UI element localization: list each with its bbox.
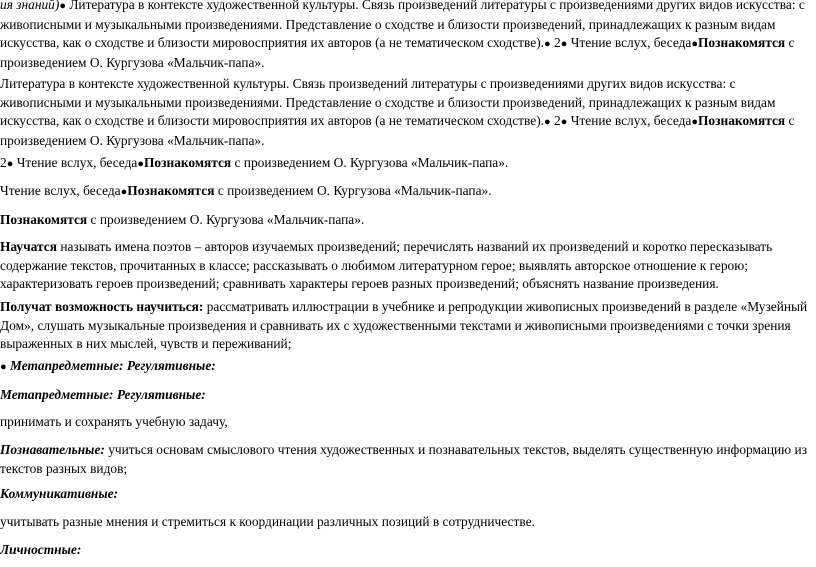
- hours-number: 2: [550, 113, 561, 129]
- activity-text: Чтение вслух, беседа: [567, 113, 692, 129]
- heading-text: Метапредметные: Регулятивные:: [0, 387, 206, 402]
- hours-number: 2: [550, 35, 561, 51]
- paragraph-will-be-able: [0, 298, 810, 354]
- bullet-icon: ●: [6, 158, 14, 170]
- heading-metasubject: [0, 386, 810, 405]
- fragment-lead: ия знаний): [0, 0, 60, 12]
- bullet-icon: ●: [120, 186, 128, 198]
- activity-text: Чтение вслух, беседа: [0, 183, 121, 198]
- paragraph-text: учиться основам смыслового чтения художественных и познавательных текстов, выделять существенную информацию из текстов разных видов;: [0, 442, 807, 476]
- paragraph-text: Литература в контексте художественной культуры. Связь произведений литературы с произведениями других видов искусства: с живописными и музыкальными произведениями. Представление о сходстве и близости произведений, принадлежащих к разным видам искусства, как о сходстве и близости мировосприятия их авторов (а не тематическом сходстве).: [0, 0, 805, 51]
- bullet-icon: ●: [137, 158, 144, 170]
- paragraph-reading: [0, 182, 810, 202]
- heading-communicative: [0, 485, 810, 504]
- bullet-icon: ●: [544, 38, 551, 51]
- paragraph-text: Литература в контексте художественной культуры. Связь произведений литературы с произведениями других видов искусства: с живописными и музыкальными произведениями. Представление о сходстве и близости произведений, принадлежащих к разным видам искусства, как о сходстве и близости мировосприятия их авторов (а не тематическом сходстве).: [0, 76, 776, 129]
- paragraph-text: рассматривать иллюстрации в учебнике и репродукции живописных произведений в разделе «Музейный Дом», слушать музыкальные произведения и сравнивать их с художественными текстами и живописными произведениями с точки зрения выраженных в них мыслей, чувств и переживаний;: [0, 299, 808, 352]
- paragraph-text: с произведением О. Кургузова «Мальчик-папа».: [231, 155, 509, 170]
- paragraph-text: с произведением О. Кургузова «Мальчик-папа».: [0, 113, 795, 148]
- paragraph-text: принимать и сохранять учебную задачу,: [0, 414, 228, 429]
- activity-text: Чтение вслух, беседа: [13, 155, 138, 170]
- keyword-bold: Научатся: [0, 239, 57, 254]
- bullet-icon: ●: [560, 38, 568, 51]
- paragraph-intro-continued: [0, 0, 810, 72]
- paragraph-will-learn: [0, 238, 810, 294]
- bullet-icon: ●: [0, 361, 7, 373]
- paragraph-text: учитывать разные мнения и стремиться к координации различных позиций в сотрудничестве.: [0, 514, 535, 529]
- heading-text: Метапредметные: Регулятивные:: [6, 358, 216, 373]
- keyword-bold: Получат возможность научиться:: [0, 299, 204, 314]
- paragraph-cognitive: [0, 441, 810, 478]
- paragraph-text: с произведением О. Кургузова «Мальчик-папа».: [214, 183, 492, 198]
- label-italic: Познавательные:: [0, 442, 105, 457]
- heading-text: Личностные:: [0, 542, 82, 557]
- bullet-icon: ●: [691, 38, 698, 51]
- keyword-bold: Познакомятся: [143, 155, 232, 170]
- bullet-icon: ●: [691, 116, 698, 129]
- heading-text: Коммуникативные:: [0, 486, 119, 501]
- keyword-bold: Познакомятся: [698, 35, 786, 51]
- keyword-bold: Познакомятся: [0, 212, 88, 227]
- activity-text: Чтение вслух, беседа: [567, 35, 692, 51]
- paragraph-consider-opinions: [0, 513, 810, 532]
- paragraph-text: называть имена поэтов – авторов изучаемых произведений; перечислять названий их произведений и коротко пересказывать содержание текстов, прочитанных в классе; рассказывать о любимом литературном герое; выявлять авторское отношение к герою; характеризовать героев произведений; сравнивать характеры героев разных произведений; объяснять название произведения.: [0, 239, 773, 292]
- paragraph-text: с произведением О. Кургузова «Мальчик-папа».: [0, 35, 795, 70]
- keyword-bold: Познакомятся: [698, 113, 786, 129]
- keyword-bold: Познакомятся: [127, 183, 215, 198]
- hours-number: 2: [0, 155, 7, 170]
- bullet-icon: ●: [59, 0, 66, 12]
- paragraph-literature-context: [0, 75, 810, 150]
- bullet-icon: ●: [560, 116, 568, 129]
- bullet-icon: ●: [544, 116, 551, 129]
- heading-metasubject-bullet: [0, 357, 810, 377]
- paragraph-text: с произведением О. Кургузова «Мальчик-папа».: [87, 212, 365, 227]
- paragraph-get-acquainted: [0, 211, 810, 230]
- paragraph-accept-task: [0, 413, 810, 432]
- paragraph-reading-hours: [0, 154, 810, 174]
- heading-personal: [0, 541, 810, 560]
